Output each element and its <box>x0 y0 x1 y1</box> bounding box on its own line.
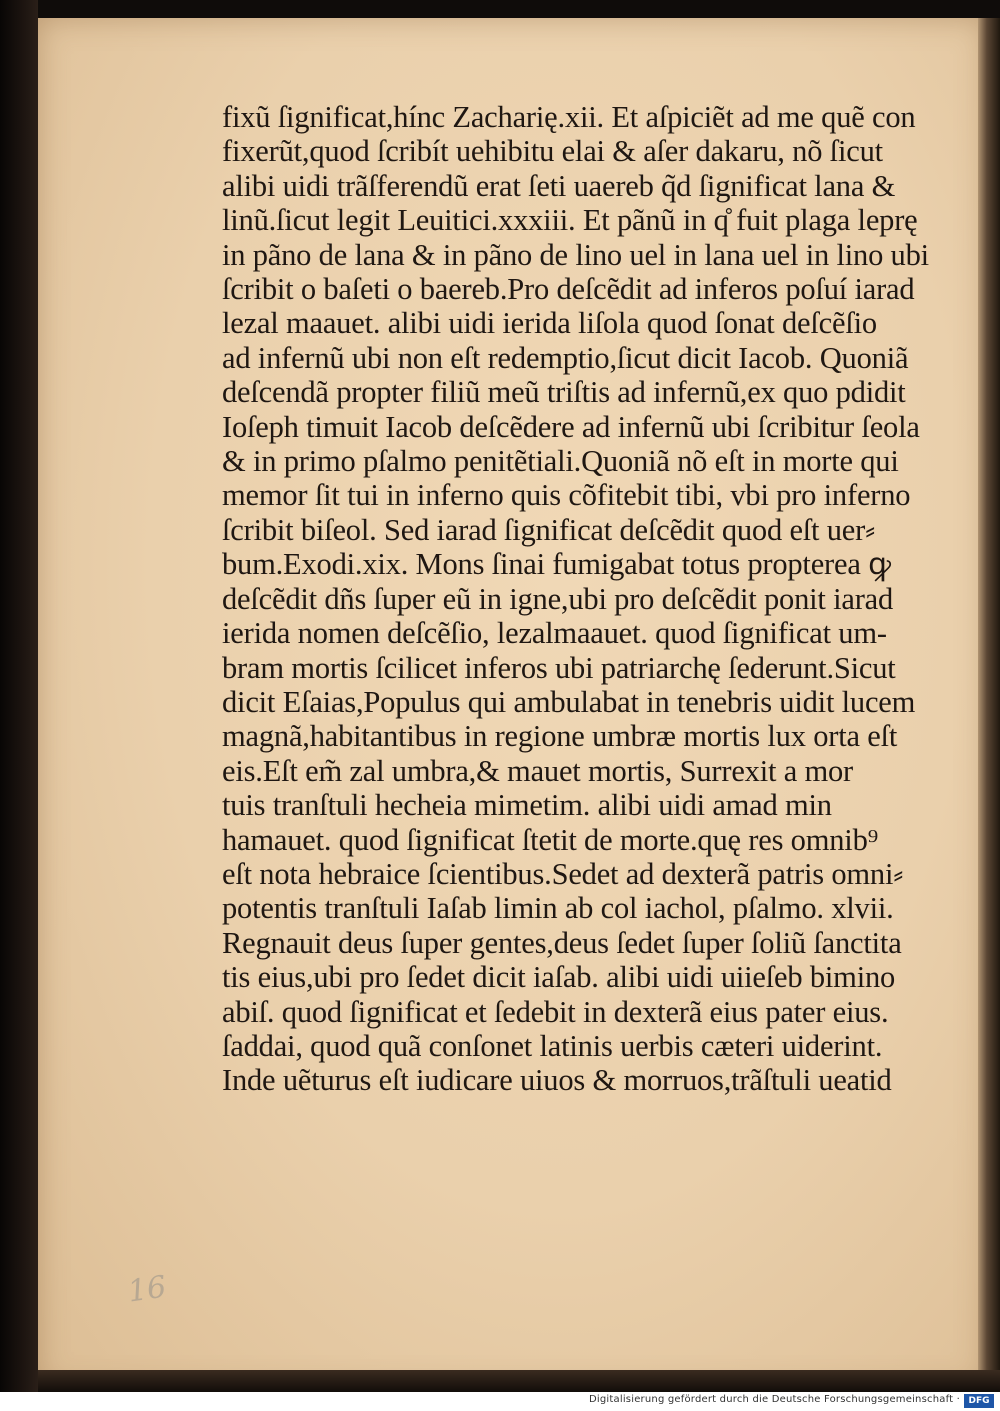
text-line: fixũ ſignificat,hínc Zacharię.xii. Et aſpiciẽt ad me quẽ con <box>222 100 916 134</box>
text-line: ierida nomen deſcẽſio, lezalmaauet. quod ſignificat um- <box>222 616 887 651</box>
text-line: eis.Eſt em̃ zal umbra,& mauet mortis, Surrexit a mor <box>222 753 853 788</box>
text-line: eſt nota hebraice ſcientibus.Sedet ad dexterã patris omni⸗ <box>222 856 904 891</box>
text-line: magnã,habitantibus in regione umbræ mortis lux orta eſt <box>222 719 898 754</box>
text-line: ſcribit biſeol. Sed iarad ſignificat deſcẽdit quod eſt uer⸗ <box>222 512 876 547</box>
text-line: linũ.ſicut legit Leuitici.xxxiii. Et pãnũ in q̊ fuit plaga leprę <box>222 203 918 238</box>
text-line: tis eius,ubi pro ſedet dicit iaſab. alibi uidi uiieſeb bimino <box>222 960 896 995</box>
text-line: potentis tranſtuli Iaſab limin ab col iachol, pſalmo. xlvii. <box>222 891 894 926</box>
text-line: ſaddai, quod quã conſonet latinis uerbis cæteri uiderint. <box>222 1028 883 1063</box>
text-line: dicit Eſaias,Populus qui ambulabat in tenebris uidit lucem <box>222 684 916 719</box>
funding-credit: Digitalisierung gefördert durch die Deutsche Forschungsgemeinschaft · <box>589 1394 960 1405</box>
text-line: memor ſit tui in inferno quis cõfitebit tibi, vbi pro inferno <box>222 478 911 513</box>
text-line: bum.Exodi.xix. Mons ſinai fumigabat totus propterea ꝙ <box>222 547 891 582</box>
text-line: in pãno de lana & in pãno de lino uel in lana uel in lino ubi <box>222 237 929 272</box>
text-line: tuis tranſtuli hecheia mimetim. alibi uidi amad min <box>222 788 832 823</box>
text-line: ſcribit o baſeti o baereb.Pro deſcẽdit ad inferos poſuí iarad <box>222 272 915 307</box>
text-line: deſcẽdit dñs ſuper eũ in igne,ubi pro deſcẽdit ponit iarad <box>222 581 894 616</box>
scan-left-edge <box>0 0 38 1392</box>
text-line: deſcendã propter filiũ meũ triſtis ad infernũ,ex quo pdidit <box>222 375 906 410</box>
text-line: hamauet. quod ſignificat ſtetit de morte.quę res omnib⁹ <box>222 822 879 857</box>
text-line: ad infernũ ubi non eſt redemptio,ſicut dicit Iacob. Quoniã <box>222 340 909 375</box>
text-line: Inde uẽturus eſt iudicare uiuos & morruos,trãſtuli ueatid <box>222 1063 892 1098</box>
text-line: lezal maauet. alibi uidi ierida liſola quod ſonat deſcẽſio <box>222 306 877 341</box>
text-line: Ioſeph timuit Iacob deſcẽdere ad infernũ ubi ſcribitur ſeola <box>222 409 920 444</box>
page-right-edge <box>978 18 1000 1392</box>
page-bottom-shadow <box>38 1370 1000 1392</box>
text-line: abiſ. quod ſignificat et ſedebit in dexterã eius pater eius. <box>222 994 889 1029</box>
text-line: bram mortis ſcilicet inferos ubi patriarchę ſederunt.Sicut <box>222 650 896 685</box>
dfg-logo-icon: DFG <box>964 1394 994 1408</box>
digitization-footer <box>0 1392 1000 1411</box>
text-line: & in primo pſalmo penitẽtiali.Quoniã nõ eſt in morte qui <box>222 444 899 479</box>
text-line: alibi uidi trãſferendũ erat ſeti uaereb q̃d ſignificat lana & <box>222 168 896 203</box>
text-line: fixerũt,quod ſcribít uehibitu elai & aſer dakaru, nõ ſicut <box>222 134 883 169</box>
page-text <box>222 100 952 1098</box>
text-line: Regnauit deus ſuper gentes,deus ſedet ſuper ſoliũ ſanctita <box>222 925 902 960</box>
pencil-folio-number: 16 <box>125 1269 169 1310</box>
